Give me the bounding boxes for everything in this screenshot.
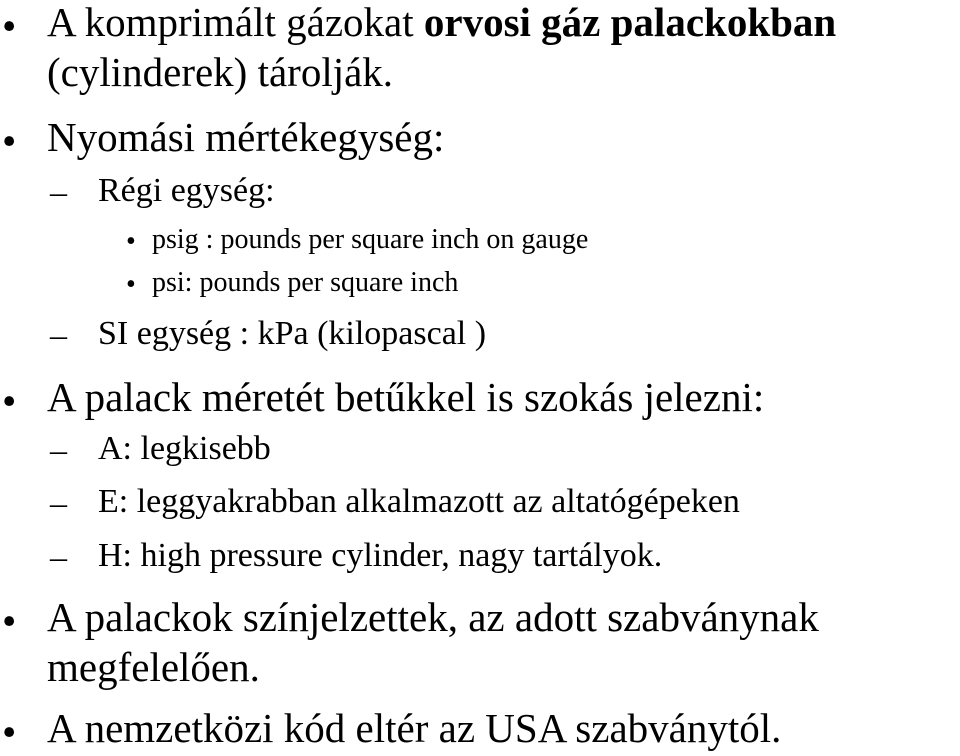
bullet-1-line-1	[47, 2, 836, 43]
sub-sub-item-psi: psi: pounds per square inch	[152, 267, 459, 298]
bullet-marker: •	[2, 118, 17, 164]
bullet-3-text: A palack méretét betűkkel is szokás jelezni:	[47, 374, 765, 420]
bullet-marker: •	[2, 709, 17, 755]
bullet-5-text: A nemzetközi kód eltér az USA szabványtól.	[47, 705, 782, 751]
dash-marker: –	[50, 174, 67, 211]
bullet-2-text: Nyomási mértékegység:	[47, 114, 445, 160]
dash-marker: –	[50, 432, 67, 469]
sub-item-a: A: legkisebb	[98, 430, 271, 467]
bullet-4-line-2: megfelelően.	[47, 644, 260, 690]
dash-marker: –	[50, 317, 67, 354]
bullet-1-bold-text: orvosi gáz palackokban	[423, 0, 837, 45]
bullet-1-line-2: (cylinderek) tárolják.	[47, 49, 394, 95]
sub-item-regi-egyseg: Régi egység:	[98, 172, 275, 209]
sub-bullet-marker: •	[126, 226, 136, 257]
bullet-marker: •	[2, 3, 17, 49]
sub-item-e: E: leggyakrabban alkalmazott az altatógépeken	[98, 483, 740, 520]
sub-item-h: H: high pressure cylinder, nagy tartályok.	[98, 537, 663, 574]
dash-marker: –	[50, 485, 67, 522]
sub-bullet-marker: •	[126, 269, 136, 300]
bullet-4-line-1: A palackok színjelzettek, az adott szabványnak	[47, 594, 819, 640]
bullet-1-text: A komprimált gázokat	[47, 0, 424, 45]
bullet-marker: •	[2, 378, 17, 424]
sub-item-si-egyseg: SI egység : kPa (kilopascal )	[98, 315, 487, 352]
bullet-marker: •	[2, 598, 17, 644]
dash-marker: –	[50, 539, 67, 576]
sub-sub-item-psig: psig : pounds per square inch on gauge	[152, 224, 589, 255]
